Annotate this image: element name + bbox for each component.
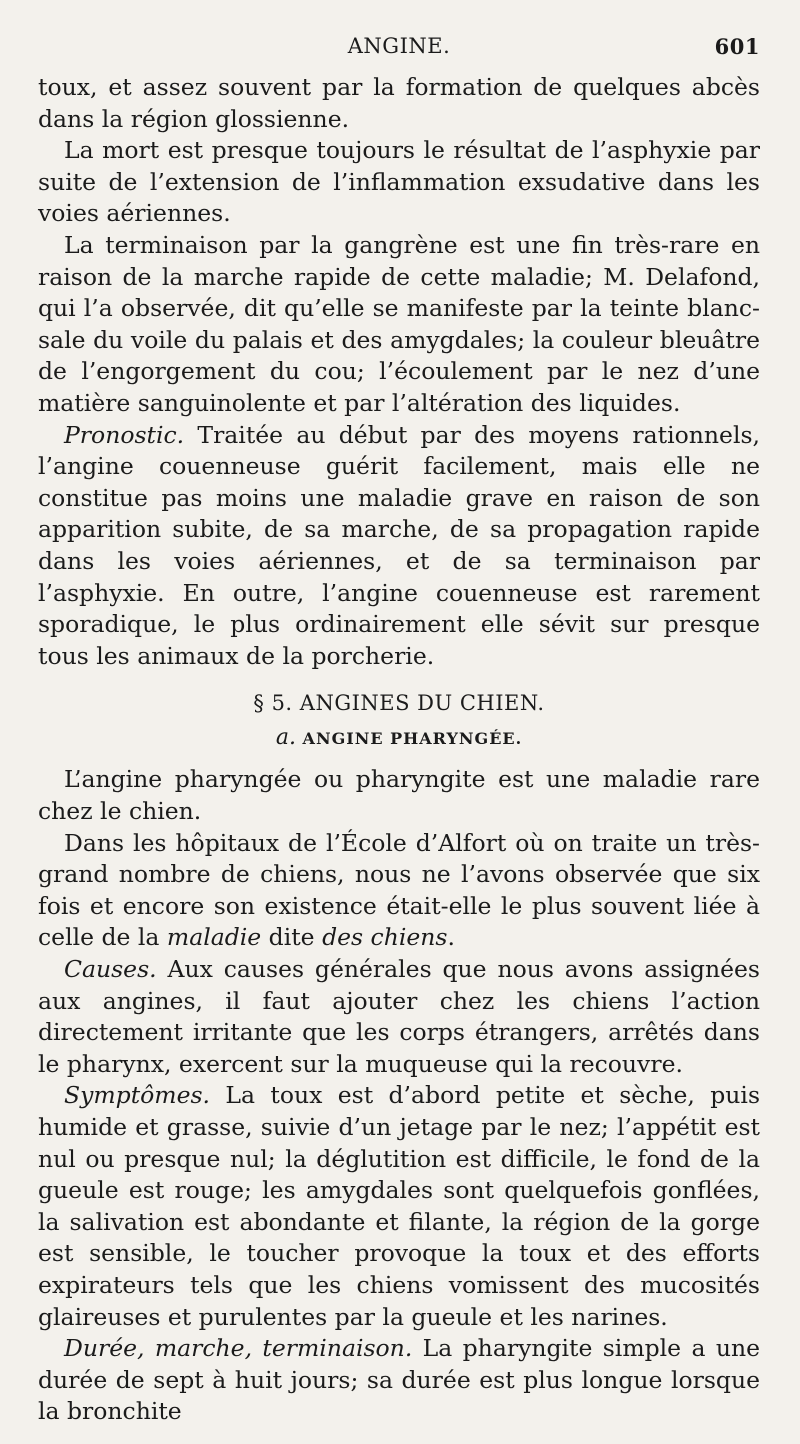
- alfort-text-b: dite: [261, 923, 323, 952]
- paragraph-intro: L’angine pharyngée ou pharyngite est une maladie rare chez le chien.: [38, 765, 760, 826]
- causes-label: Causes.: [64, 955, 157, 984]
- causes-text: Aux causes générales que nous avons assignées aux angines, il faut ajouter chez les chiens l’action directement irritante que les corps étrangers, arrêtés dans le pharynx, exercent sur la muqueuse qui la recouvre.: [38, 955, 760, 1078]
- subsection-name: ANGINE PHARYNGÉE.: [302, 728, 523, 748]
- symptoms-text: La toux est d’abord petite et sèche, puis humide et grasse, suivie d’un jetage par le nez; l’appétit est nul ou presque nul; la déglutition est difficile, le fond de la gueule est rouge; les amygdales sont quelquefois gonflées, la salivation est abondante et filante, la région de la gorge est sensible, le toucher provoque la toux et des efforts expirateurs tels que les chiens vomissent des mucosités glaireuses et purulentes par la gueule et les narines.: [38, 1081, 760, 1331]
- alfort-text-c: .: [447, 923, 455, 952]
- prognosis-text: Traitée au début par des moyens rationnels, l’angine couenneuse guérit facilement, mais elle ne constitue pas moins une maladie grave en raison de son apparition subite, de sa marche, de sa propagation rapide dans les voies aériennes, et de sa terminaison par l’asphyxie. En outre, l’angine couenneuse est rarement sporadique, le plus ordinairement elle sévit sur presque tous les animaux de la porcherie.: [38, 420, 760, 670]
- alfort-italic-1: maladie: [166, 923, 262, 952]
- prognosis-label: Pronostic.: [64, 420, 185, 449]
- subsection-letter: a.: [275, 724, 296, 750]
- running-title: ANGINE.: [347, 34, 451, 58]
- paragraph-causes: [38, 954, 760, 1080]
- paragraph-gangrene: La terminaison par la gangrène est une fin très-rare en raison de la marche rapide de cette maladie; M. Delafond, qui l’a observée, dit qu’elle se manifeste par la teinte blanc-sale du voile du palais et des amygdales; la couleur bleuâtre de l’engorgement du cou; l’écoulement par le nez d’une matière sanguinolente et par l’altération des liquides.: [38, 230, 760, 417]
- paragraph-continued: toux, et assez souvent par la formation de quelques abcès dans la région glossienne.: [38, 73, 760, 133]
- paragraph-duration: [38, 1333, 760, 1428]
- paragraph-symptoms: [38, 1080, 760, 1333]
- subsection-title: [38, 722, 760, 755]
- body-text: [38, 72, 760, 1428]
- duration-label: Durée, marche, terminaison.: [64, 1334, 413, 1363]
- running-header: [38, 26, 760, 66]
- page-number: 601: [714, 34, 760, 59]
- paragraph-prognosis: [38, 420, 760, 673]
- symptoms-label: Symptômes.: [64, 1081, 211, 1110]
- paragraph-alfort: [38, 828, 760, 954]
- duration-text: La pharyngite simple a une durée de sept à huit jours; sa durée est plus longue lorsque la bronchite: [38, 1334, 760, 1426]
- alfort-text-a: Dans les hôpitaux de l’École d’Alfort où on traite un très-grand nombre de chiens, nous ne l’avons observée que six fois et encore son existence était-elle le plus souvent liée à celle de la: [38, 828, 760, 952]
- paragraph-death: La mort est presque toujours le résultat de l’asphyxie par suite de l’extension de l’inflammation exsudative dans les voies aériennes.: [38, 136, 760, 228]
- alfort-italic-2: des chiens: [322, 923, 448, 952]
- section-title: § 5. ANGINES DU CHIEN.: [253, 691, 545, 716]
